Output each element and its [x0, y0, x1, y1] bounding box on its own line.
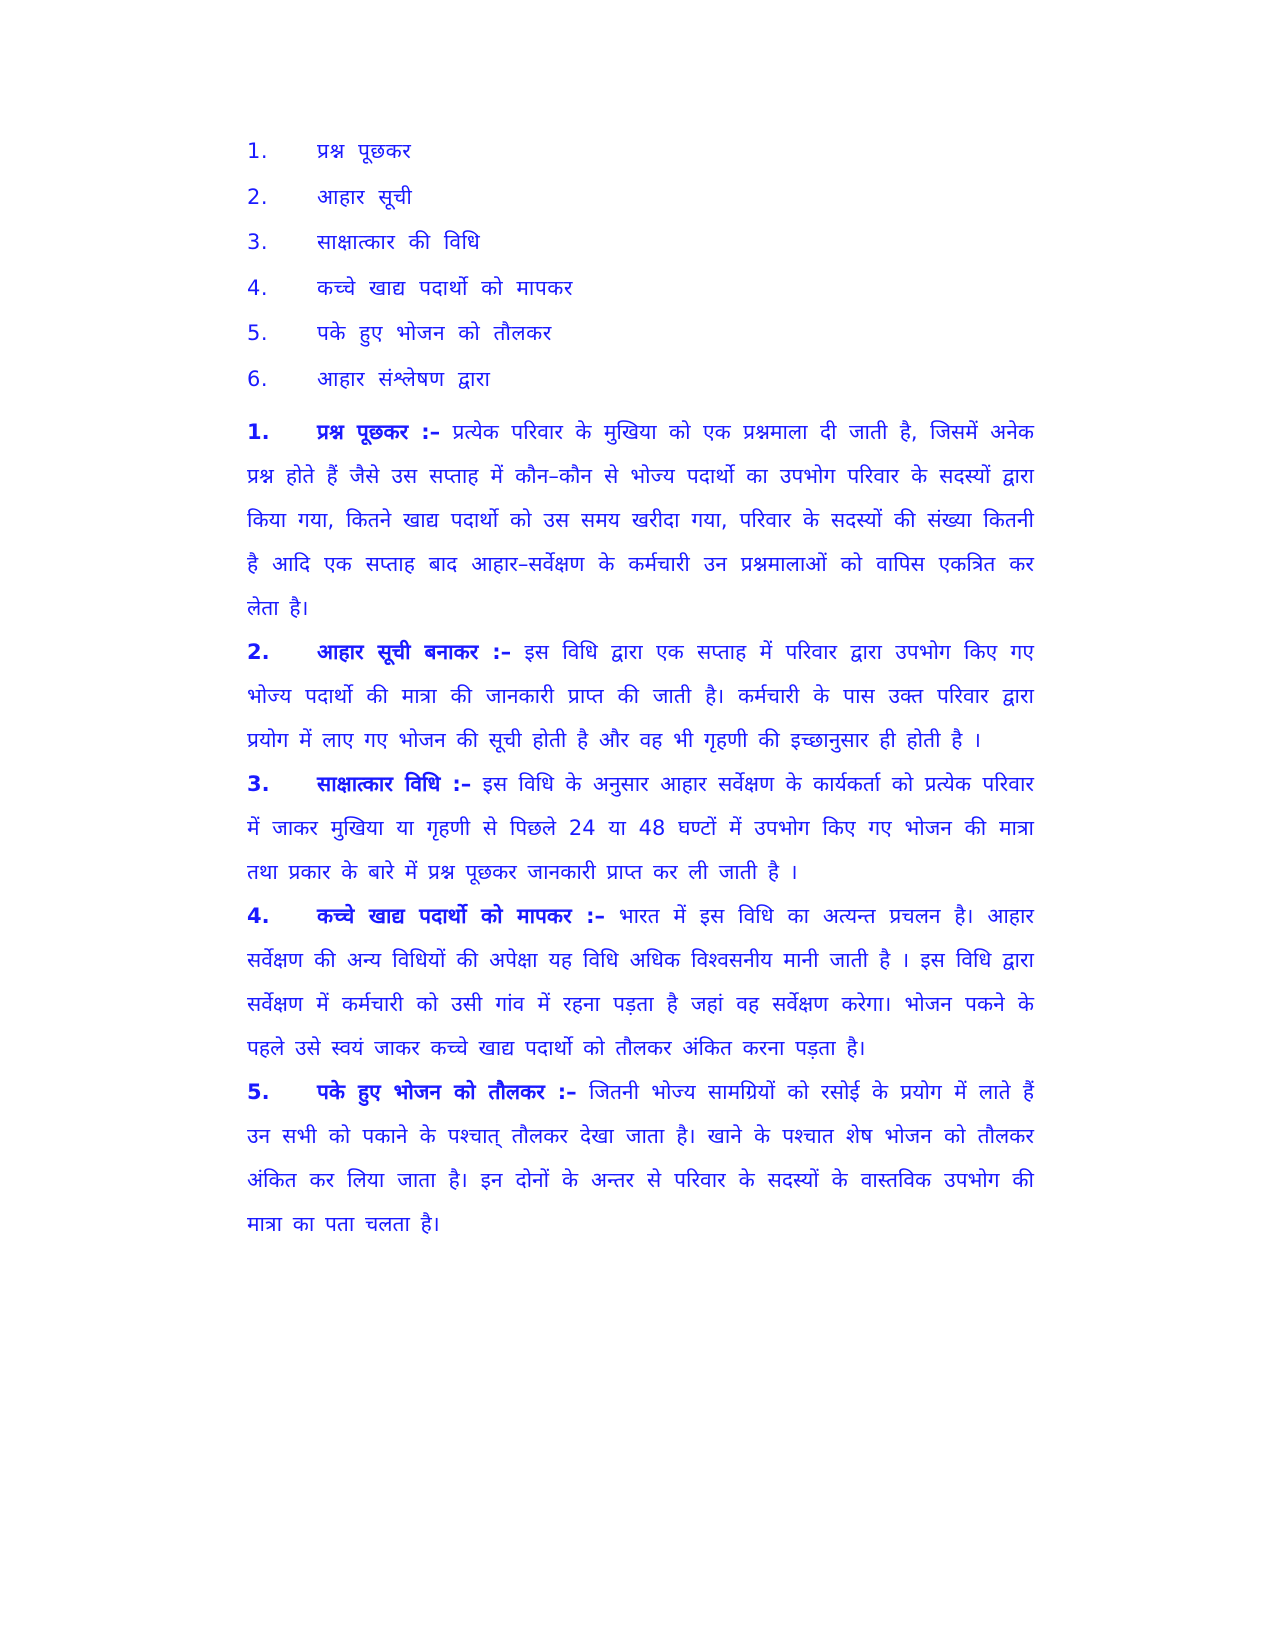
methods-list — [247, 137, 1034, 410]
section-body: इस विधि के अनुसार आहार सर्वेक्षण के कार्यकर्ता को प्रत्येक परिवार में जाकर मुखिया या गृहणी से पिछले 24 या 48 घण्टों में उपभोग किए गए भोजन की मात्रा तथा प्रकार के बारे में प्रश्न पूछकर जानकारी प्राप्त कर ली जाती है । — [247, 772, 1034, 884]
section-heading: साक्षात्कार विधि :– — [317, 772, 472, 796]
section-heading: पके हुए भोजन को तौलकर :– — [317, 1080, 577, 1104]
list-item-number: 1. — [247, 139, 269, 163]
list-item — [247, 183, 1034, 229]
list-item-number: 6. — [247, 366, 269, 391]
section-paragraph — [247, 630, 1034, 762]
list-item-text: साक्षात्कार की विधि — [317, 230, 481, 254]
section-body: इस विधि द्वारा एक सप्ताह में परिवार द्वारा उपभोग किए गए भोज्य पदार्थो की मात्रा की जानकारी प्राप्त की जाती है। कर्मचारी के पास उक्त परिवार द्वारा प्रयोग में लाए गए भोजन की सूची होती है और वह भी गृहणी की इच्छानुसार ही होती है । — [247, 640, 1034, 752]
list-item-text: प्रश्न पूछकर — [317, 139, 412, 163]
list-item — [247, 319, 1034, 365]
section-paragraph — [247, 1070, 1034, 1246]
list-item-number: 5. — [247, 321, 269, 345]
list-item — [247, 137, 1034, 183]
section-body: जितनी भोज्य सामग्रियों को रसोई के प्रयोग में लाते हैं उन सभी को पकाने के पश्चात् तौलकर देखा जाता है। खाने के पश्चात शेष भोजन को तौलकर अंकित कर लिया जाता है। इन दोनों के अन्तर से परिवार के सदस्यों के वास्तविक उपभोग की मात्रा का पता चलता है। — [247, 1080, 1034, 1236]
list-item-text: पके हुए भोजन को तौलकर — [317, 321, 552, 345]
list-item — [247, 365, 1034, 411]
section-heading: प्रश्न पूछकर :– — [317, 420, 441, 444]
document-page — [247, 137, 1034, 1246]
section-heading: कच्चे खाद्य पदार्थो को मापकर :– — [317, 904, 606, 928]
list-item-text: कच्चे खाद्य पदार्थो को मापकर — [317, 275, 574, 300]
list-item — [247, 228, 1034, 274]
section-heading: आहार सूची बनाकर :– — [317, 640, 512, 664]
section-number: 1. — [247, 420, 270, 444]
list-item-number: 3. — [247, 230, 269, 254]
section-number: 3. — [247, 772, 270, 796]
list-item-text: आहार सूची — [317, 184, 413, 209]
list-item-text: आहार संश्लेषण द्वारा — [317, 366, 491, 391]
list-item-number: 2. — [247, 184, 269, 209]
section-number: 5. — [247, 1080, 270, 1104]
section-number: 2. — [247, 640, 270, 664]
list-item-number: 4. — [247, 275, 269, 300]
section-body: प्रत्येक परिवार के मुखिया को एक प्रश्नमाला दी जाती है, जिसमें अनेक प्रश्न होते हैं जैसे उस सप्ताह में कौन–कौन से भोज्य पदार्थो का उपभोग परिवार के सदस्यों द्वारा किया गया, कितने खाद्य पदार्थो को उस समय खरीदा गया, परिवार के सदस्यों की संख्या कितनी है आदि एक सप्ताह बाद आहार–सर्वेक्षण के कर्मचारी उन प्रश्नमालाओं को वापिस एकत्रित कर लेता है। — [247, 420, 1034, 620]
list-item — [247, 274, 1034, 320]
section-paragraph — [247, 894, 1034, 1070]
section-number: 4. — [247, 904, 270, 928]
section-paragraph — [247, 410, 1034, 630]
section-paragraph — [247, 762, 1034, 894]
section-body: भारत में इस विधि का अत्यन्त प्रचलन है। आहार सर्वेक्षण की अन्य विधियों की अपेक्षा यह विधि अधिक विश्वसनीय मानी जाती है । इस विधि द्वारा सर्वेक्षण में कर्मचारी को उसी गांव में रहना पड़ता है जहां वह सर्वेक्षण करेगा। भोजन पकने के पहले उसे स्वयं जाकर कच्चे खाद्य पदार्थो को तौलकर अंकित करना पड़ता है। — [247, 904, 1034, 1060]
